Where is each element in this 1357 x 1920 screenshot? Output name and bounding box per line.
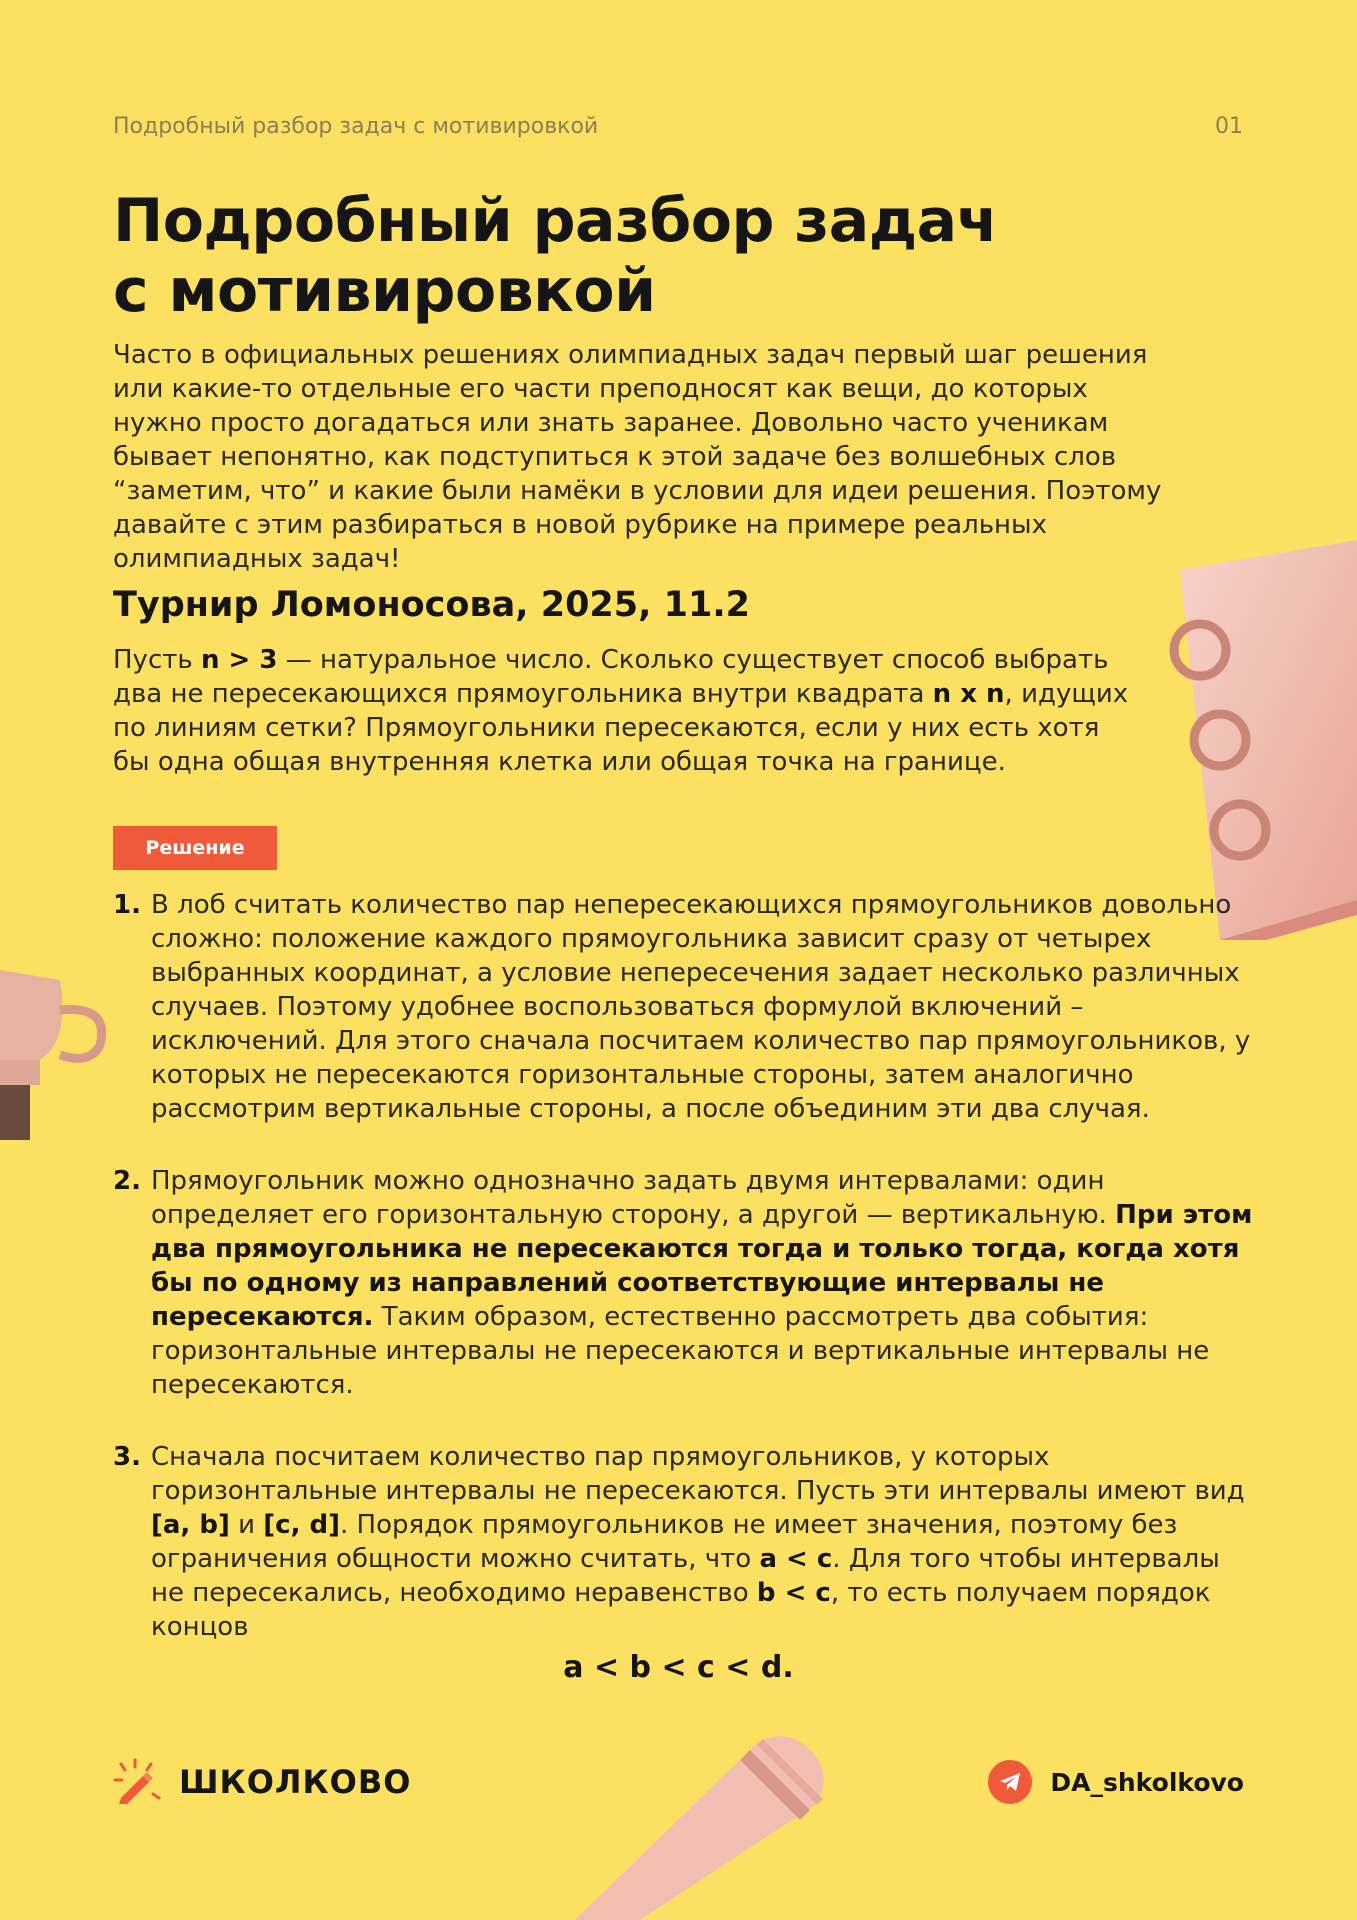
sparkle-pen-icon bbox=[113, 1758, 161, 1806]
running-title: Подробный разбор задач с мотивировкой bbox=[113, 114, 599, 139]
page-title-line1: Подробный разбор задач bbox=[113, 186, 998, 256]
solution-step-1 bbox=[113, 888, 1253, 1126]
solution-badge: Решение bbox=[113, 826, 277, 870]
step-number: 1. bbox=[113, 890, 141, 920]
step-text: Сначала посчитаем количество пар прямоугольников, у которых горизонтальные интервалы не пересекаются. Пусть эти интервалы имеют вид [a, b] и [c, d]. Порядок прямоугольников не имеет значения, поэтому без ограничения общности можно считать, что a < c. Для того чтобы интервалы не пересекались, необходимо неравенство b < c, то есть получаем порядок концов bbox=[151, 1442, 1245, 1642]
step-text: В лоб считать количество пар непересекающихся прямоугольников довольно сложно: положение каждого прямоугольника зависит сразу от четырех выбранных координат, а условие непересечения задает несколько различных случаев. Поэтому удобнее воспользоваться формулой включений – исключений. Для этого сначала посчитаем количество пар прямоугольников, у которых не пересекаются горизонтальные стороны, затем аналогично рассмотрим вертикальные стороны, а после объединим эти два случая. bbox=[151, 890, 1251, 1124]
notebook-illustration bbox=[1160, 540, 1357, 940]
page-title bbox=[113, 186, 1013, 326]
telegram-handle: DA_shkolkovo bbox=[1050, 1767, 1244, 1797]
problem-heading: Турнир Ломоносова, 2025, 11.2 bbox=[113, 585, 750, 625]
solution-step-3 bbox=[113, 1440, 1253, 1644]
step-number: 3. bbox=[113, 1442, 141, 1472]
solution-step-2 bbox=[113, 1164, 1253, 1402]
telegram-icon bbox=[988, 1760, 1032, 1804]
brand-logo[interactable] bbox=[113, 1758, 411, 1806]
step-text: Прямоугольник можно однозначно задать двумя интервалами: один определяет его горизонтальную сторону, а другой — вертикальную. При этом два прямоугольника не пересекаются тогда и только тогда, когда хотя бы по одному из направлений соответствующие интервалы не пересекаются. Таким образом, естественно рассмотреть два события: горизонтальные интервалы не пересекаются и вертикальные интервалы не пересекаются. bbox=[151, 1166, 1253, 1400]
trophy-illustration bbox=[0, 950, 115, 1150]
page-title-line2: с мотивировкой bbox=[113, 256, 656, 326]
problem-statement: Пусть n > 3 — натуральное число. Сколько существует способ выбрать два не пересекающихся прямоугольника внутри квадрата n x n, идущих по линиям сетки? Прямоугольники пересекаются, если у них есть хотя бы одна общая внутренняя клетка или общая точка на границе. bbox=[113, 645, 1129, 777]
solution-steps bbox=[113, 888, 1253, 1682]
running-header bbox=[113, 114, 1243, 139]
pencil-illustration bbox=[545, 1730, 845, 1920]
intro-paragraph: Часто в официальных решениях олимпиадных задач первый шаг решения или какие-то отдельные его части преподносят как вещи, до которых нужно просто догадаться или знать заранее. Довольно часто ученикам бывает непонятно, как подступиться к этой задаче без волшебных слов “заметим, что” и какие были намёки в условии для идеи решения. Поэтому давайте с этим разбираться в новой рубрике на примере реальных олимпиадных задач! bbox=[113, 340, 1162, 574]
telegram-link[interactable] bbox=[988, 1760, 1244, 1804]
brand-name: ШКОЛКОВО bbox=[179, 1763, 412, 1801]
step-number: 2. bbox=[113, 1166, 141, 1196]
formula: a < b < c < d. bbox=[563, 1650, 794, 1685]
page-number: 01 bbox=[1215, 114, 1243, 139]
